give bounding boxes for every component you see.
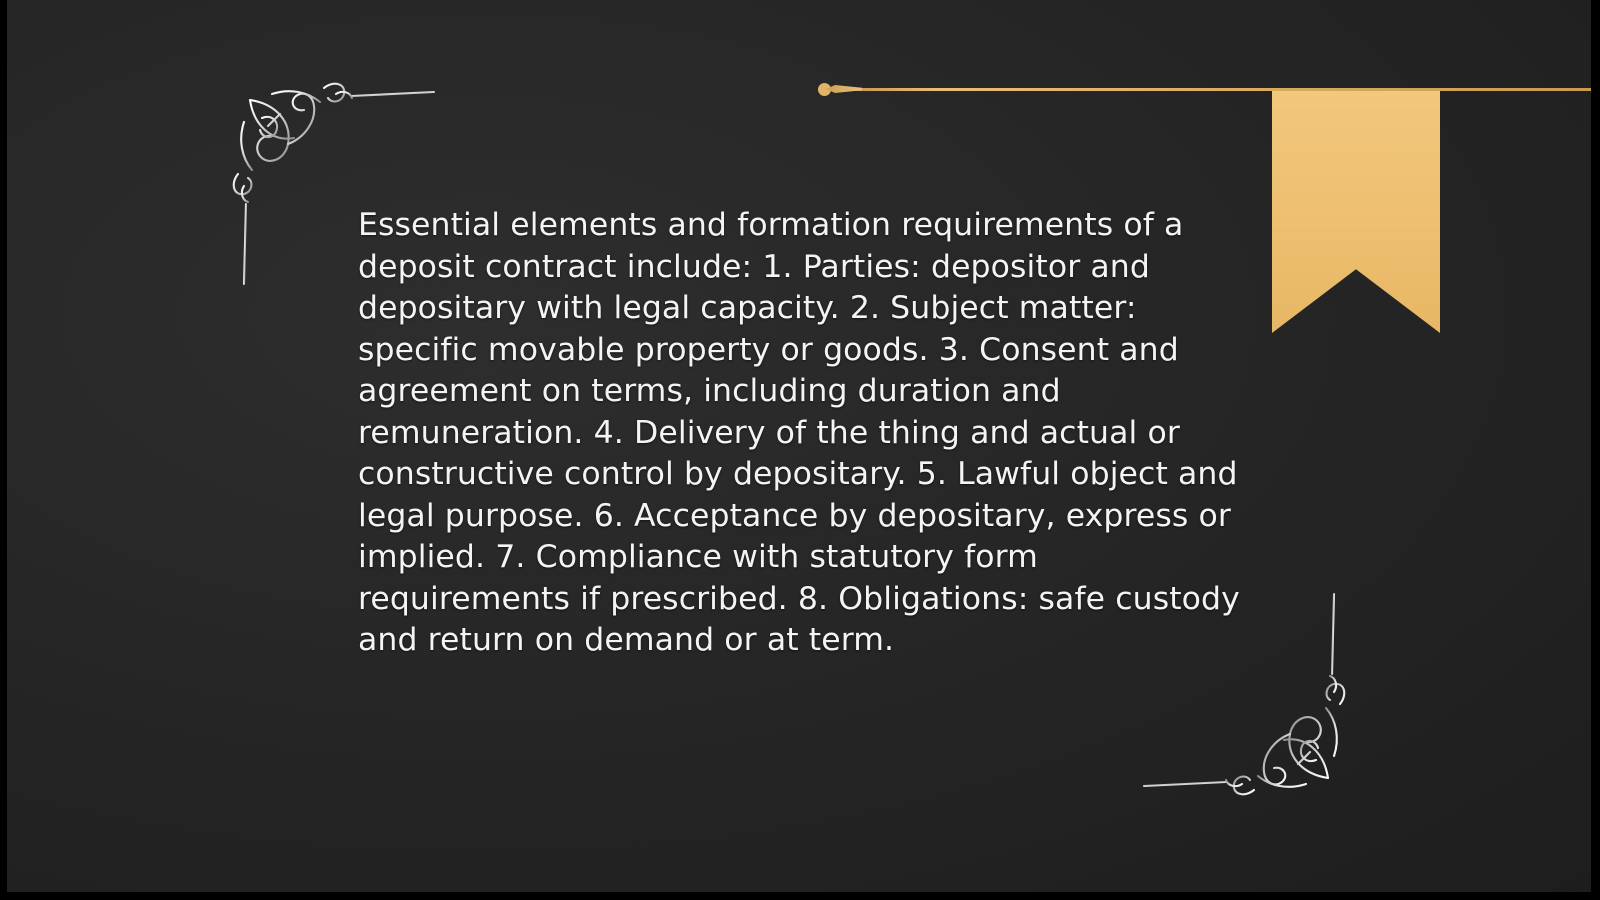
gold-rule xyxy=(818,88,1600,91)
gold-rule-arrow-icon xyxy=(826,85,862,93)
letterbox-edge-left xyxy=(0,0,7,900)
letterbox-edge-bottom xyxy=(0,892,1600,900)
letterbox-edge-right xyxy=(1591,0,1600,900)
slide-body-text: Essential elements and formation requirements of a deposit contract include: 1. Parties: depositor and depositary with legal capacity. 2. Subject matter: specific movable property or goods. 3. Consent and agreement on terms, including duration and remuneration. 4. Delivery of the thing and actual or constructive control by depositary. 5. Lawful object and legal purpose. 6. Acceptance by depositary, express or implied. 7. Compliance with statutory form requirements if prescribed. 8. Obligations: safe custody and return on demand or at term. xyxy=(358,207,1240,658)
bookmark-ribbon-icon xyxy=(1272,88,1440,333)
